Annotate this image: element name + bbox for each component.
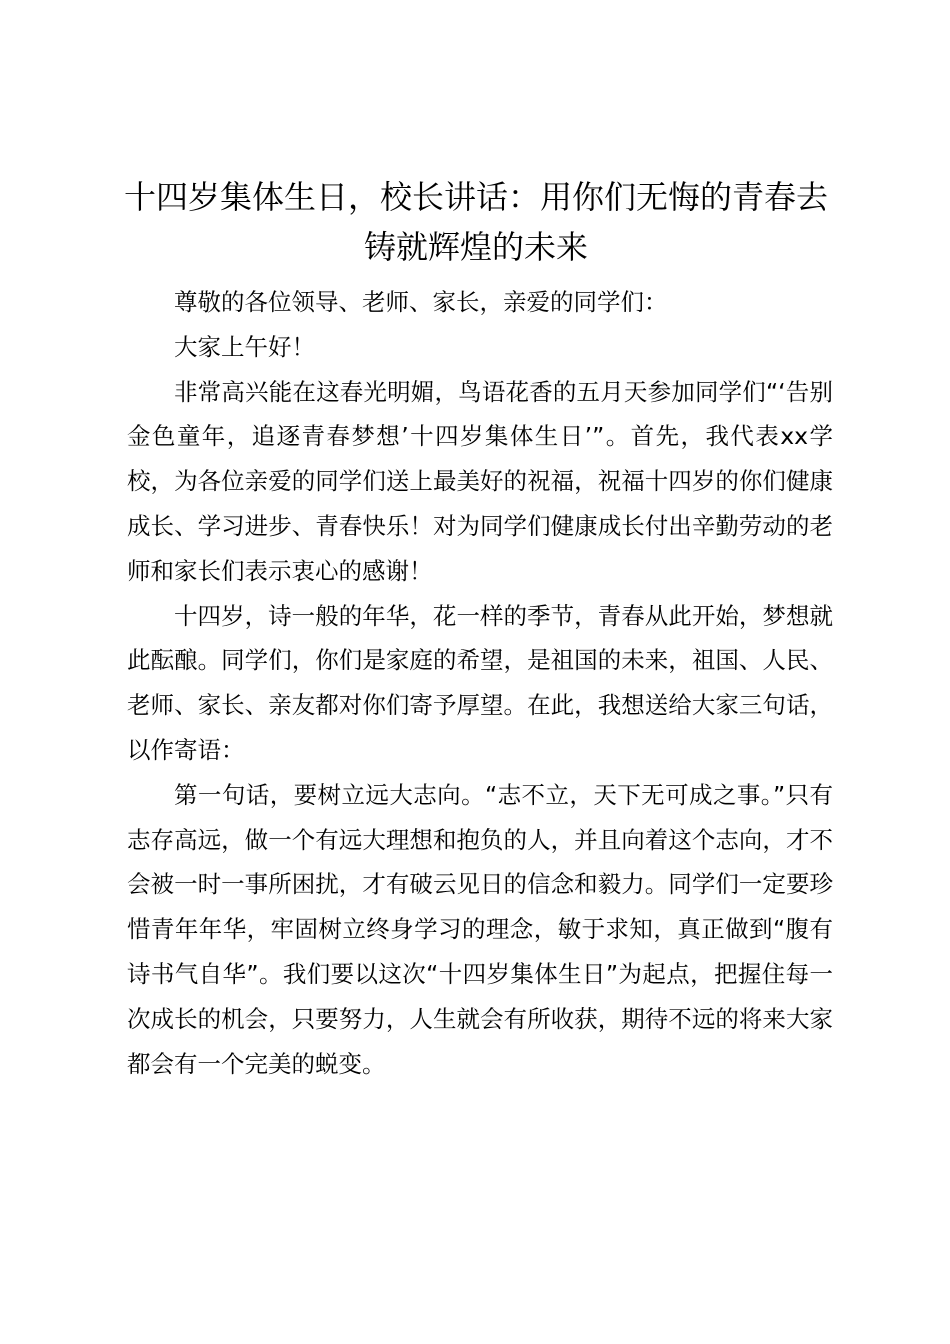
intro-paragraph: 十四岁，诗一般的年华，花一样的季节，青春从此开始，梦想就此酝酿。同学们，你们是家庭的希望，是祖国的未来，祖国、人民、老师、家长、亲友都对你们寄予厚望。在此，我想送给大家三句话，以作寄语： [127,601,833,764]
opening-paragraph: 非常高兴能在这春光明媚，鸟语花香的五月天参加同学们“‘告别金色童年，追逐青春梦想’十四岁集体生日’”。首先，我代表xx学校，为各位亲爱的同学们送上最美好的祝福，祝福十四岁的你们健康成长、学习进步、青春快乐！对为同学们健康成长付出辛勤劳动的老师和家长们表示衷心的感谢！ [127,377,833,585]
salutation-paragraph: 尊敬的各位领导、老师、家长，亲爱的同学们： [174,288,668,316]
document-title: 十四岁集体生日，校长讲话：用你们无悔的青春去铸就辉煌的未来 [123,178,828,266]
first-advice-paragraph: 第一句话，要树立远大志向。“志不立，天下无可成之事。”只有志存高远，做一个有远大理想和抱负的人，并且向着这个志向，才不会被一时一事所困扰，才有破云见日的信念和毅力。同学们一定要珍惜青年年华，牢固树立终身学习的理念，敏于求知，真正做到“腹有诗书气自华”。我们要以这次“十四岁集体生日”为起点，把握住每一次成长的机会，只要努力，人生就会有所收获，期待不远的将来大家都会有一个完美的蜕变。 [127,780,833,1078]
document-body [127,280,833,1086]
greeting-paragraph: 大家上午好！ [174,332,315,361]
